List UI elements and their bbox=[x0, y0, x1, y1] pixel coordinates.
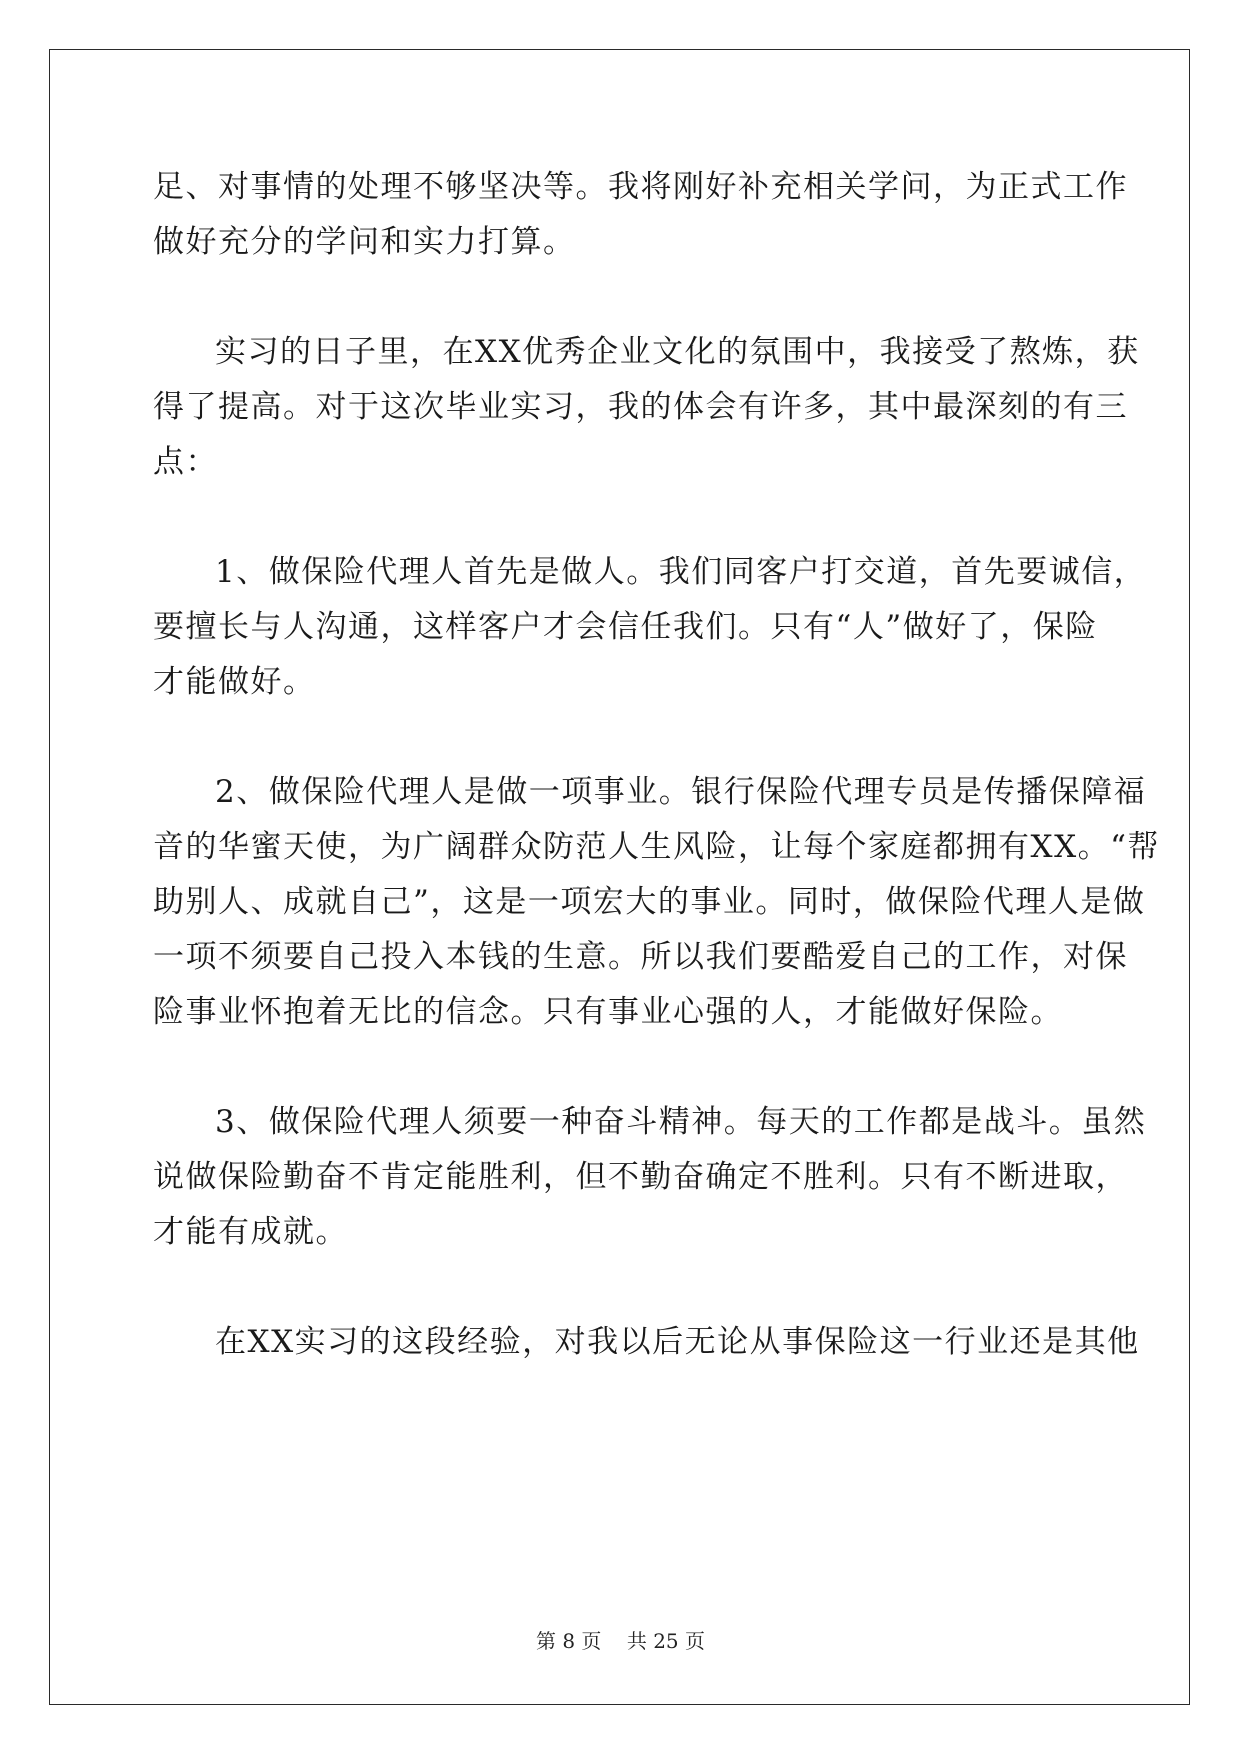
page-number-footer: 第 8 页 共 25 页 bbox=[535, 1629, 706, 1653]
text-line: 足、对事情的处理不够坚决等。我将刚好补充相关学问，为正式工作 bbox=[153, 169, 1128, 205]
text-line: 一项不须要自己投入本钱的生意。所以我们要酷爱自己的工作，对保 bbox=[153, 939, 1128, 975]
text-line: 说做保险勤奋不肯定能胜利，但不勤奋确定不胜利。只有不断进取， bbox=[153, 1159, 1128, 1195]
text-line: 要擅长与人沟通，这样客户才会信任我们。只有“人”做好了，保险 bbox=[153, 609, 1098, 645]
text-line: 才能有成就。 bbox=[153, 1214, 348, 1250]
paragraph-gap bbox=[153, 710, 1088, 765]
paragraph-gap bbox=[153, 270, 1088, 325]
text-line: 3、做保险代理人须要一种奋斗精神。每天的工作都是战斗。虽然 bbox=[215, 1104, 1147, 1140]
text-line: 1、做保险代理人首先是做人。我们同客户打交道，首先要诚信， bbox=[215, 554, 1147, 590]
text-line: 实习的日子里，在XX优秀企业文化的氛围中，我接受了熬炼，获 bbox=[215, 334, 1140, 370]
text-line: 险事业怀抱着无比的信念。只有事业心强的人，才能做好保险。 bbox=[153, 994, 1063, 1030]
text-line: 助别人、成就自己”，这是一项宏大的事业。同时，做保险代理人是做 bbox=[153, 884, 1146, 920]
document-body bbox=[153, 160, 1160, 1370]
text-line: 得了提高。对于这次毕业实习，我的体会有许多，其中最深刻的有三 bbox=[153, 389, 1128, 425]
text-line: 在XX实习的这段经验，对我以后无论从事保险这一行业还是其他 bbox=[215, 1324, 1140, 1360]
paragraph-gap bbox=[153, 1260, 1088, 1315]
text-line: 才能做好。 bbox=[153, 664, 316, 700]
text-line: 点： bbox=[153, 444, 218, 480]
text-line: 2、做保险代理人是做一项事业。银行保险代理专员是传播保障福 bbox=[215, 774, 1147, 810]
paragraph-gap bbox=[153, 490, 1088, 545]
text-line: 做好充分的学问和实力打算。 bbox=[153, 224, 576, 260]
text-line: 音的华蜜天使，为广阔群众防范人生风险，让每个家庭都拥有XX。“帮 bbox=[153, 829, 1160, 865]
paragraph-gap bbox=[153, 1040, 1088, 1095]
